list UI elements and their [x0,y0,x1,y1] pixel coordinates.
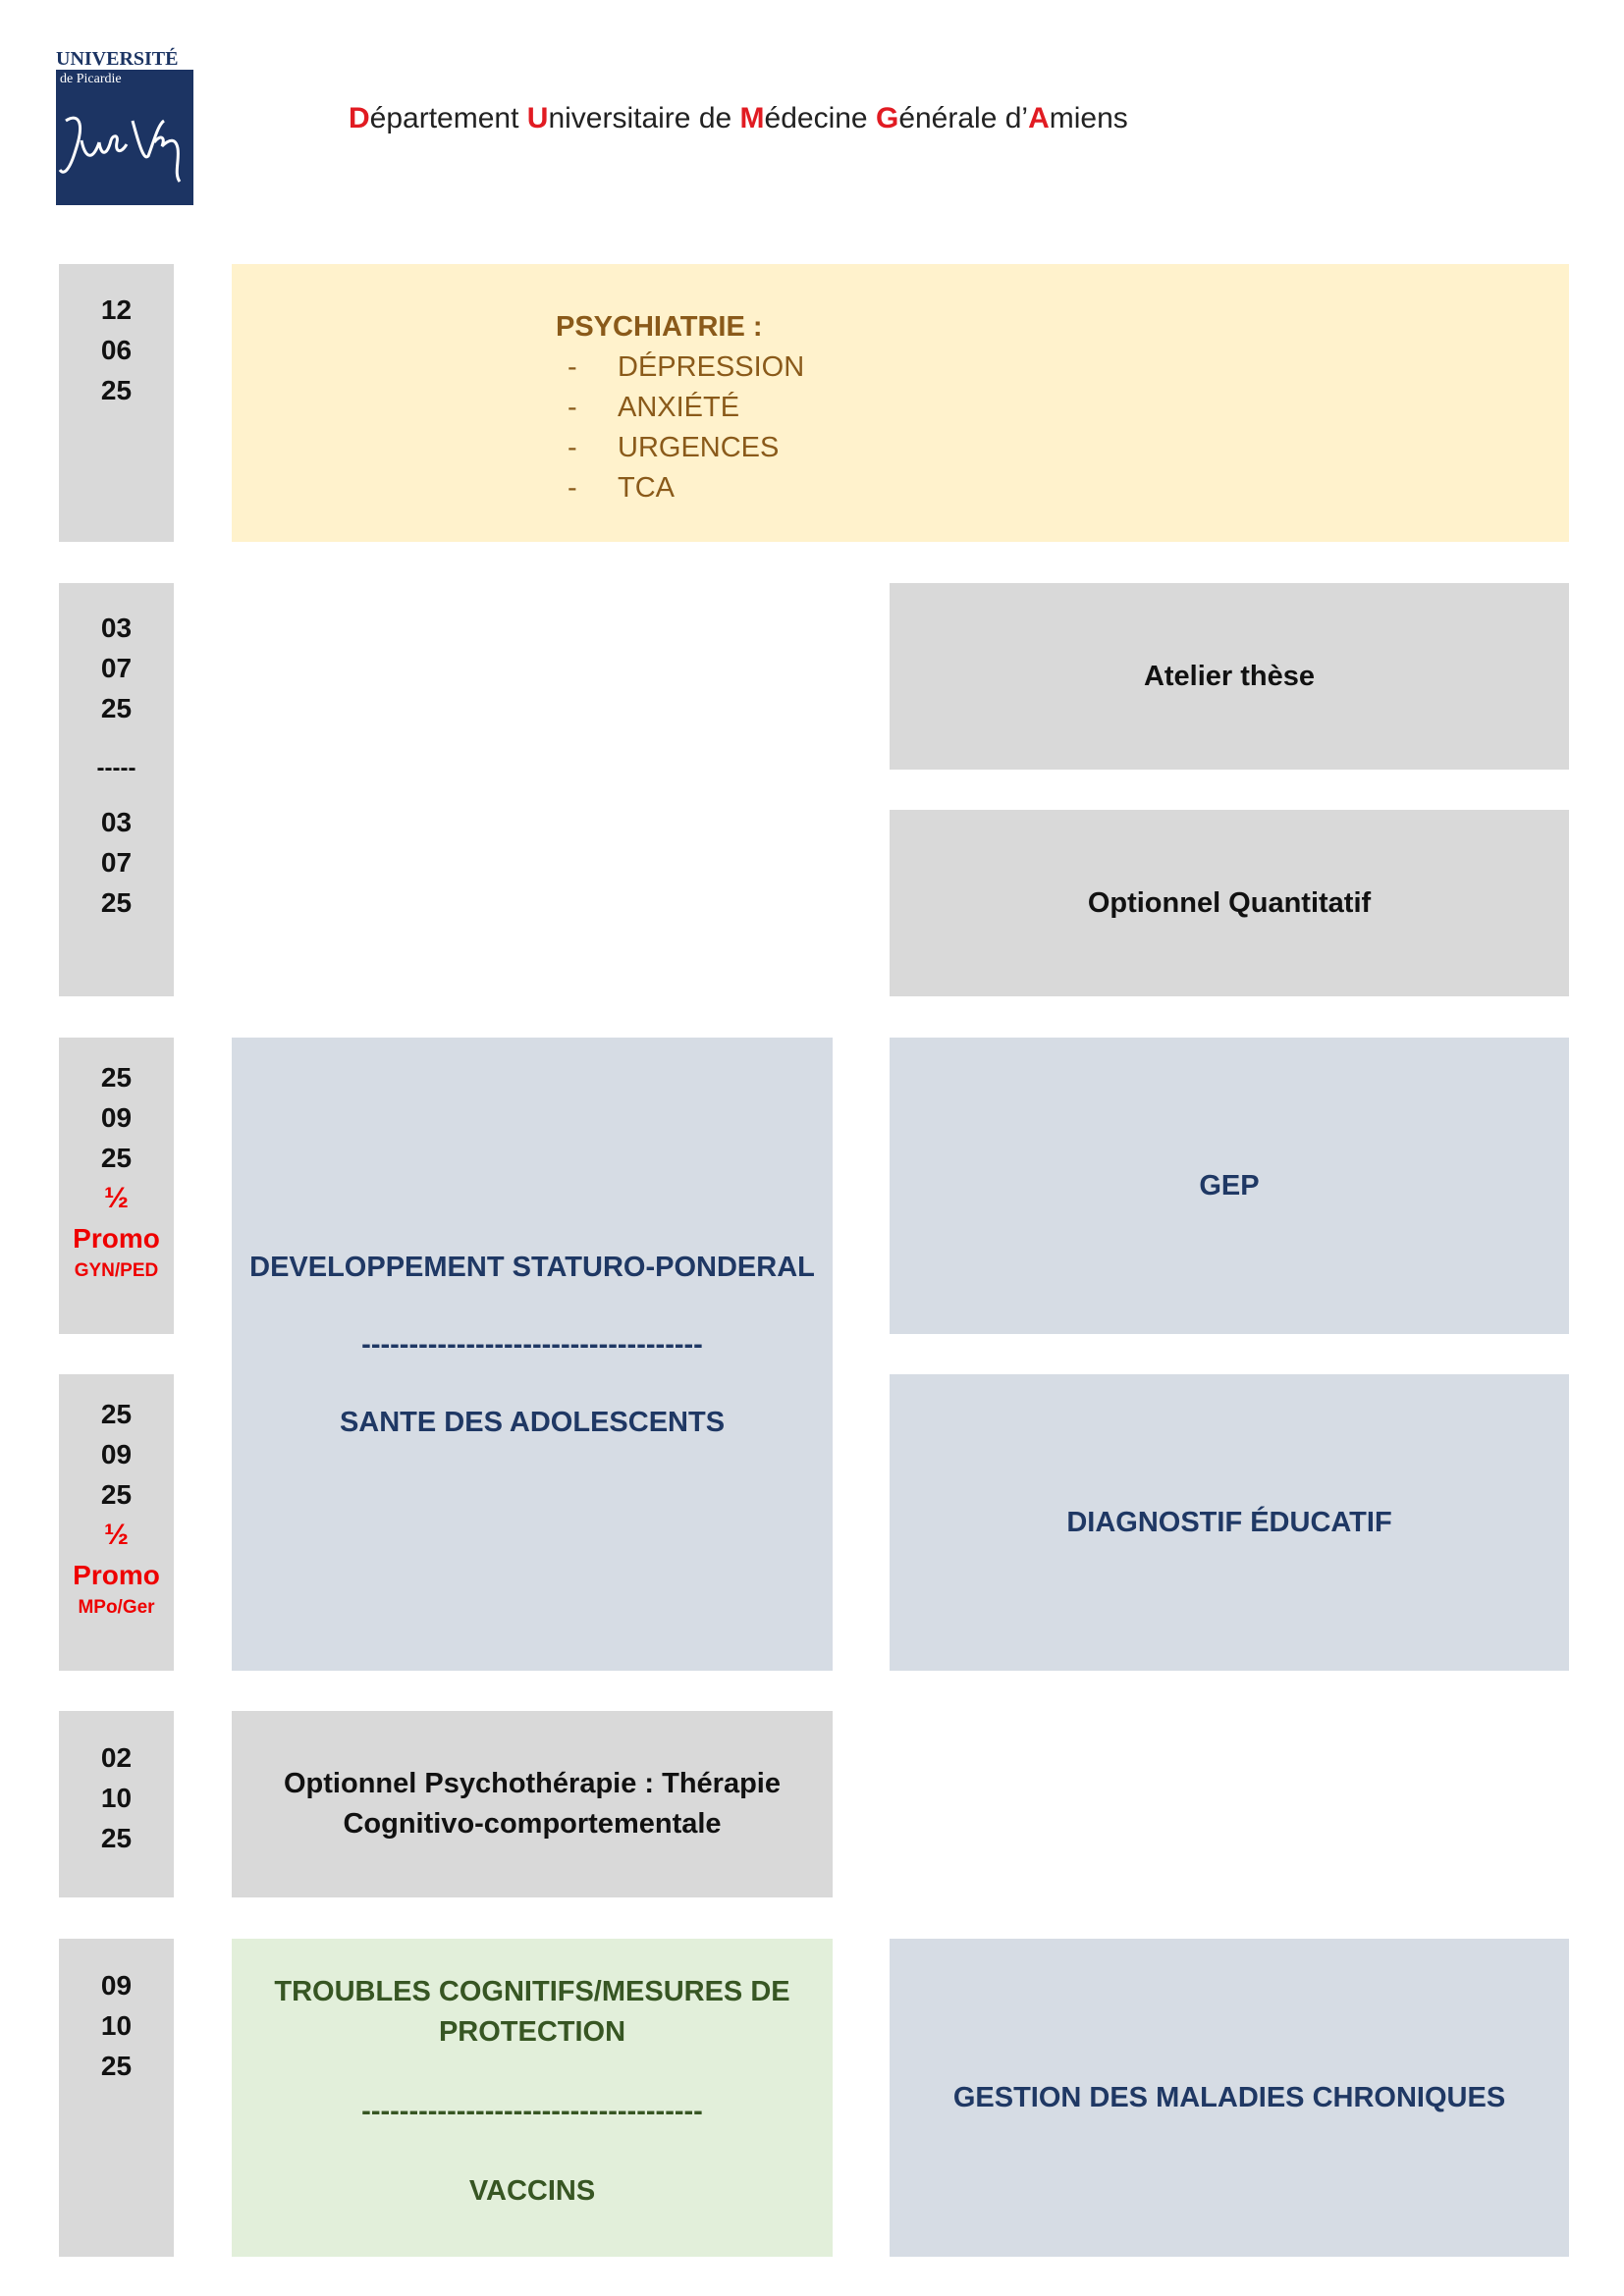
title-text: miens [1049,102,1128,134]
title-initial: U [526,102,549,134]
logo-university-label: UNIVERSITÉ [56,48,193,70]
title-text: niversitaire de [548,102,740,134]
logo-signature-icon [56,91,193,205]
session-maladies-chroniques: GESTION DES MALADIES CHRONIQUES [890,1939,1569,2257]
session-psychotherapie: Optionnel Psychothérapie : Thérapie Cognitivo-comportementale [232,1711,833,1897]
psychiatrie-heading: PSYCHIATRIE : [556,311,763,343]
department-title [349,102,1128,135]
psychiatrie-item: URGENCES [618,432,780,463]
session-troubles-cognitifs: TROUBLES COGNITIFS/MESURES DE PROTECTION ------------------------------------ VACCINS [232,1939,833,2257]
psychiatrie-item: TCA [618,472,675,504]
promo-label: Promo [73,1560,160,1590]
title-initial: G [875,102,899,134]
half-promo-marker: ½ [103,1182,130,1214]
date-cell-3: 25 09 25 ½ Promo GYN/PED [59,1038,174,1334]
date-cell-2: 03 07 25 ----- 03 07 25 [59,583,174,996]
developpement-title: DEVELOPPEMENT STATURO-PONDERAL [249,1252,815,1283]
university-logo [56,48,193,205]
psychiatrie-item: ANXIÉTÉ [618,392,740,423]
date-cell-6: 09 10 25 [59,1939,174,2257]
date-cell-1: 12 06 25 [59,264,174,542]
title-text: édecine [764,102,876,134]
date-cell-4: 25 09 25 ½ Promo MPo/Ger [59,1374,174,1671]
date-separator: ----- [96,755,136,781]
title-text: énérale d’ [898,102,1029,134]
developpement-separator: ------------------------------------ [361,1329,703,1361]
title-initial: M [739,102,765,134]
session-developpement [232,1038,833,1671]
adolescents-title: SANTE DES ADOLESCENTS [339,1407,726,1438]
logo-location-label: de Picardie [60,72,122,86]
title-initial: D [349,102,370,134]
psychiatrie-item: DÉPRESSION [618,351,805,383]
title-initial: A [1028,102,1050,134]
session-diagnostif-educatif: DIAGNOSTIF ÉDUCATIF [890,1374,1569,1671]
session-psychiatrie: PSYCHIATRIE : - DÉPRESSION - ANXIÉTÉ - URGENCES - TCA [232,264,1569,542]
vaccins-title: VACCINS [468,2175,596,2207]
promo-group: GYN/PED [74,1260,159,1281]
promo-label: Promo [73,1223,160,1254]
half-promo-marker: ½ [103,1519,130,1551]
date-cell-5: 02 10 25 [59,1711,174,1897]
session-optionnel-quantitatif: Optionnel Quantitatif [890,810,1569,996]
title-text: épartement [369,102,527,134]
troubles-separator: ------------------------------------ [361,2096,703,2127]
promo-group: MPo/Ger [78,1597,155,1618]
session-atelier-these: Atelier thèse [890,583,1569,770]
session-gep: GEP [890,1038,1569,1334]
